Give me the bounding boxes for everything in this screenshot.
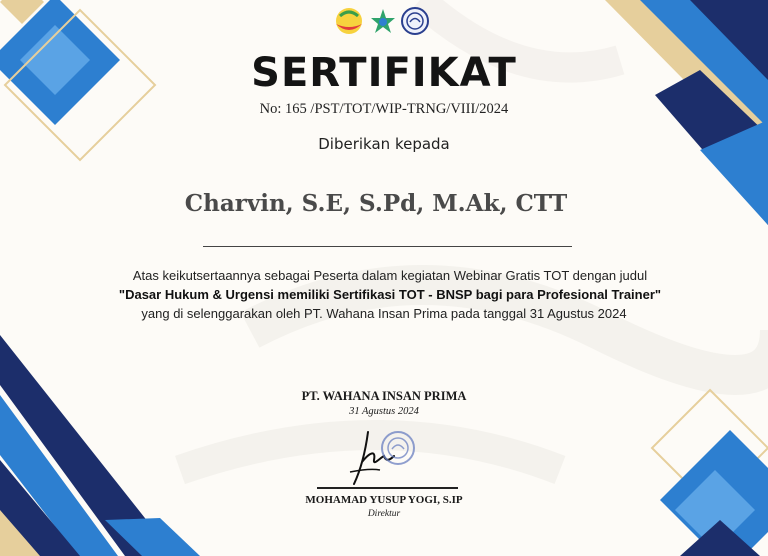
stamp-icon: [380, 430, 416, 466]
given-to-label: Diberikan kepada: [318, 135, 450, 153]
signature-line: [317, 487, 458, 489]
recipient-name: Charvin, S.E, S.Pd, M.Ak, CTT: [184, 190, 568, 217]
seal-logo-icon: [400, 6, 430, 36]
webinar-title: "Dasar Hukum & Urgensi memiliki Sertifikasi TOT - BNSP bagi para Profesional Trainer": [118, 287, 662, 302]
signer-title: Direktur: [367, 509, 401, 519]
name-underline: [203, 246, 572, 247]
brand-logo-icon: [332, 6, 366, 36]
signature-date: 31 Agustus 2024: [349, 406, 419, 417]
certificate-number: No: 165 /PST/TOT/WIP-TRNG/VIII/2024: [259, 101, 509, 117]
header-logos: [332, 6, 430, 36]
signature-block: [340, 422, 440, 492]
body-text-line3: yang di selenggarakan oleh PT. Wahana Insan Prima pada tanggal 31 Agustus 2024: [141, 306, 627, 321]
star-badge-icon: [370, 8, 396, 34]
body-text-line1: Atas keikutsertaannya sebagai Peserta dalam kegiatan Webinar Gratis TOT dengan judul: [132, 268, 648, 283]
signer-name: MOHAMAD YUSUP YOGI, S.IP: [305, 494, 463, 506]
certificate-title: SERTIFIKAT: [251, 50, 517, 96]
organization-name: PT. WAHANA INSAN PRIMA: [301, 389, 467, 403]
